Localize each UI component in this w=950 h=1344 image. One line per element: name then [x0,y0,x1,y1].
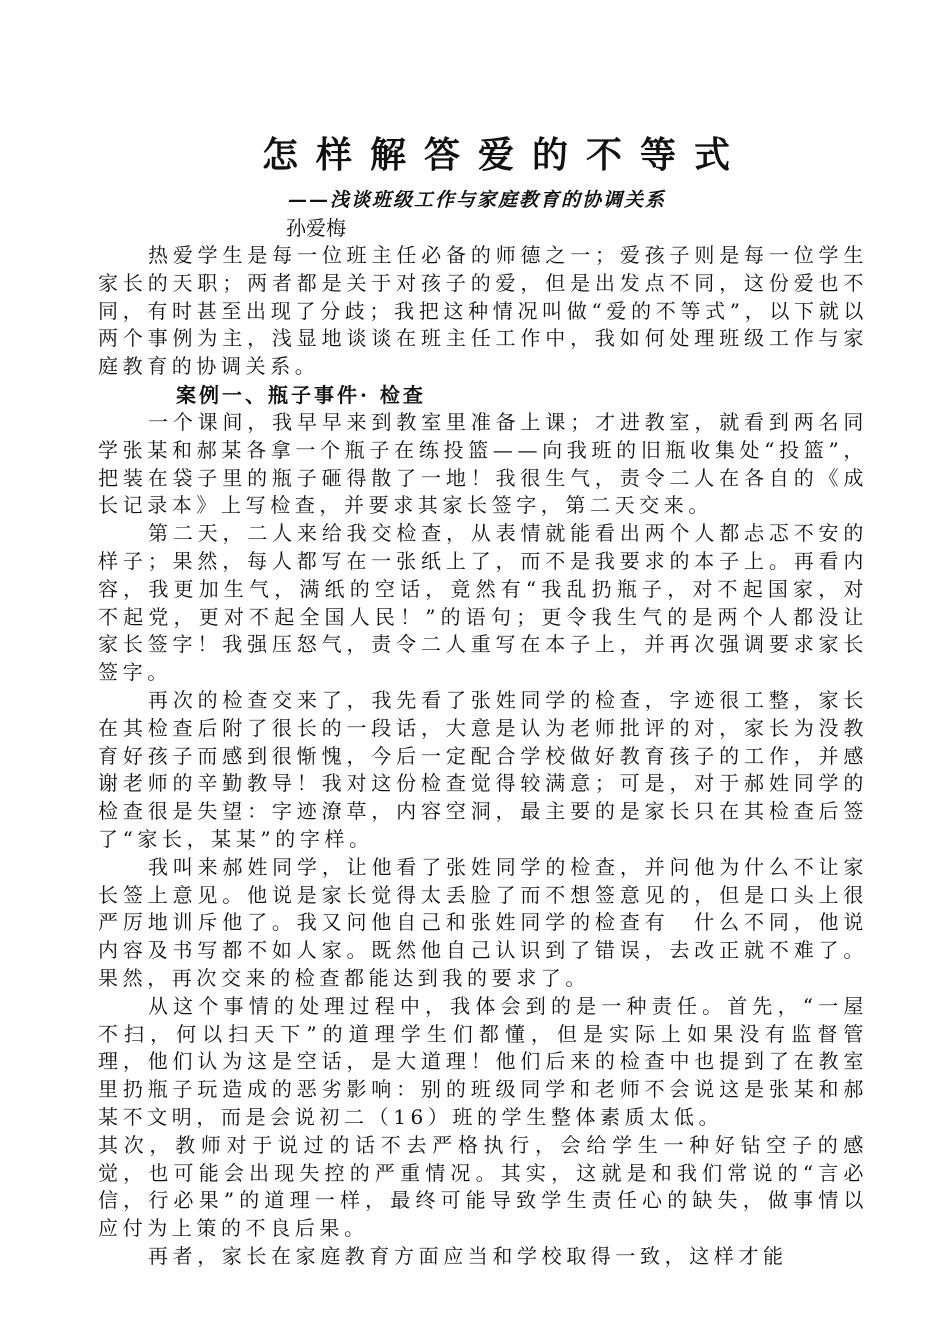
paragraph-intro: 热爱学生是每一位班主任必备的师德之一；爱孩子则是每一位学生家长的天职；两者都是关于对孩子的爱，但是出发点不同，这份爱也不同，有时甚至出现了分歧；我把这种情况叫做“爱的不等式”，以下就以两个事例为主，浅显地谈谈在班主任工作中，我如何处理班级工作与家庭教育的协调关系。 [98,243,868,379]
paragraph-case-one-2: 第二天，二人来给我交检查，从表情就能看出两个人都忐忑不安的样子；果然，每人都写在一张纸上了，而不是我要求的本子上。再看内容，我更加生气，满纸的空话，竟然有“我乱扔瓶子，对不起国家，对不起党，更对不起全国人民！”的语句；更令我生气的是两个人都没让家长签字！我强压怒气，责令二人重写在本子上，并再次强调要求家长签字。 [98,521,868,685]
section-heading-case-one: 案例一、瓶子事件· 检查 [176,382,426,407]
paragraph-case-one-3: 再次的检查交来了，我先看了张姓同学的检查，字迹很工整，家长在其检查后附了很长的一段话，大意是认为老师批评的对，家长为没教育好孩子而感到很惭愧，今后一定配合学校做好教育孩子的工作，并感谢老师的辛勤教导！我对这份检查觉得较满意；可是，对于郝姓同学的检查很是失望：字迹潦草，内容空洞，最主要的是家长只在其检查后签了“家长，某某”的字样。 [98,687,868,851]
document-page [98,130,868,1271]
document-title: 怎样解答爱的不等式 [261,134,748,176]
paragraph-reflection-2: 其次，教师对于说过的话不去严格执行，会给学生一种好钻空子的感觉，也可能会出现失控的严重情况。其实，这就是和我们常说的“言必信，行必果”的道理一样，最终可能导致学生责任心的缺失，做事情以应付为上策的不良后果。 [98,1132,868,1241]
document-author: 孙爱梅 [286,216,346,240]
paragraph-case-one-4: 我叫来郝姓同学，让他看了张姓同学的检查，并问他为什么不让家长签上意见。他说是家长觉得太丢脸了而不想签意见的，但是口头上很严厉地训斥他了。我又问他自己和张姓同学的检查有 什么不同，他说内容及书写都不如人家。既然他自己认识到了错误，去改正就不难了。果然，再次交来的检查都能达到我的要求了。 [98,854,868,990]
document-subtitle: ——浅谈班级工作与家庭教育的协调关系 [288,189,667,211]
paragraph-reflection-1: 从这个事情的处理过程中，我体会到的是一种责任。首先，“一屋不扫，何以扫天下”的道理学生们都懂，但是实际上如果没有监督管理，他们认为这是空话，是大道理！他们后来的检查中也提到了在教室里扔瓶子玩造成的恶劣影响：别的班级同学和老师不会说这是张某和郝某不文明，而是会说初二（16）班的学生整体素质太低。 [98,993,868,1129]
paragraph-case-one-1: 一个课间，我早早来到教室里准备上课；才进教室，就看到两名同学张某和郝某各拿一个瓶子在练投篮——向我班的旧瓶收集处“投篮”，把装在袋子里的瓶子砸得散了一地！我很生气，责令二人在各自的《成长记录本》上写检查，并要求其家长签字，第二天交来。 [98,409,868,518]
paragraph-reflection-3: 再者，家长在家庭教育方面应当和学校取得一致，这样才能 [148,1243,788,1268]
